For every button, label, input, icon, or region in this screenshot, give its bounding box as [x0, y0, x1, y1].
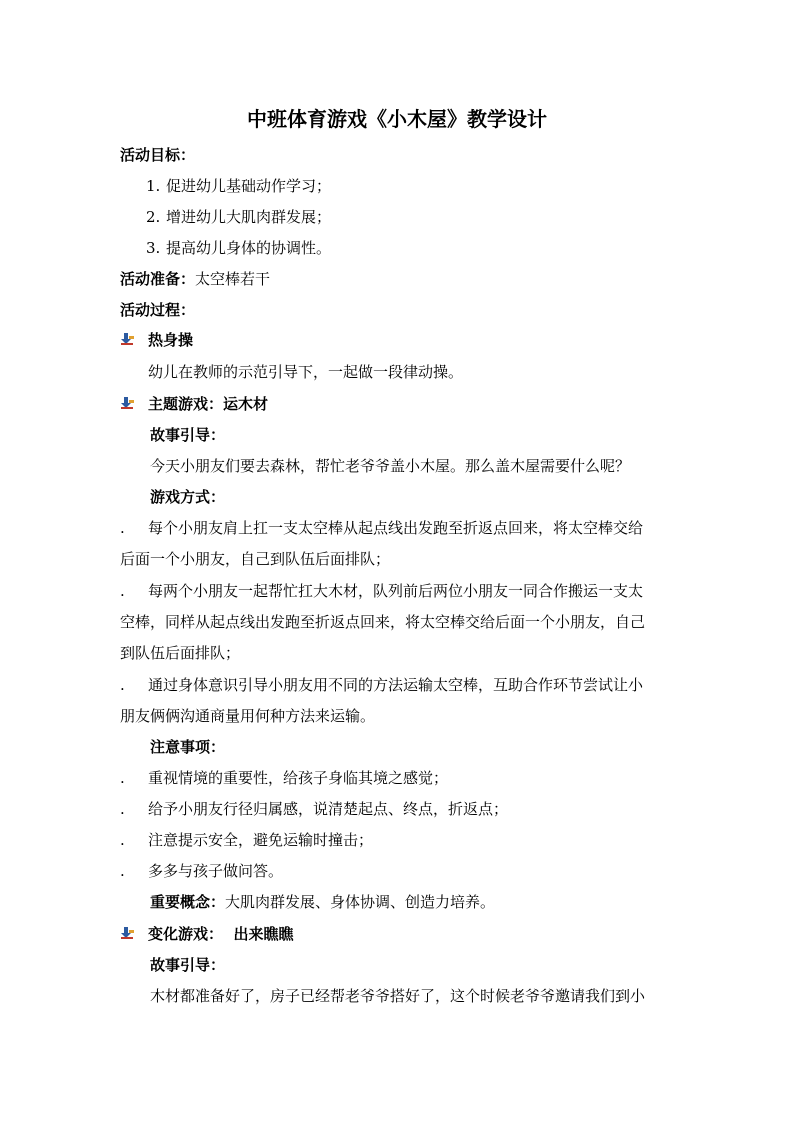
goal-number: 1.	[146, 177, 161, 195]
bullet-dot: .	[120, 676, 125, 694]
main-game-heading: 主题游戏：运木材	[148, 395, 269, 413]
variation-story-label: 故事引导：	[150, 956, 226, 974]
story-text: 今天小朋友们要去森林，帮忙老爷爷盖小木屋。那么盖木屋需要什么呢？	[150, 457, 631, 475]
concept-label: 重要概念：	[150, 893, 226, 911]
goal-text: 增进幼儿大肌肉群发展；	[166, 208, 332, 226]
goal-item	[146, 176, 331, 196]
bullet-dot: .	[120, 800, 125, 818]
note-text: 注意提示安全，避免运输时撞击；	[148, 831, 374, 849]
goal-item	[146, 238, 331, 258]
method-text-cont: 朋友俩俩沟通商量用何种方法来运输。	[120, 707, 376, 725]
method-text-cont: 到队伍后面排队；	[120, 644, 241, 662]
variation-heading: 变化游戏： 出来瞧瞧	[148, 925, 294, 943]
note-item	[120, 768, 448, 788]
note-text: 给予小朋友行径归属感，说清楚起点、终点，折返点；	[148, 800, 509, 818]
section-bullet-icon	[120, 396, 136, 410]
concept-line	[150, 892, 495, 912]
process-heading: 活动过程：	[120, 301, 196, 319]
note-item	[120, 861, 283, 881]
prep-text: 太空棒若干	[195, 270, 271, 288]
goal-number: 2.	[146, 208, 161, 226]
warmup-heading: 热身操	[148, 331, 194, 349]
note-item	[120, 830, 373, 850]
page-title: 中班体育游戏《小木屋》教学设计	[247, 107, 547, 131]
prep-line	[120, 269, 270, 289]
variation-story-text: 木材都准备好了，房子已经帮老爷爷搭好了，这个时候老爷爷邀请我们到小	[150, 987, 646, 1005]
method-item	[120, 675, 643, 695]
bullet-dot: .	[120, 519, 125, 537]
goal-text: 提高幼儿身体的协调性。	[166, 239, 332, 257]
note-text: 重视情境的重要性，给孩子身临其境之感觉；	[148, 769, 449, 787]
note-item	[120, 799, 508, 819]
note-text: 多多与孩子做问答。	[148, 862, 284, 880]
method-item	[120, 581, 643, 601]
goals-heading: 活动目标：	[120, 146, 196, 164]
method-label: 游戏方式：	[150, 488, 226, 506]
story-label: 故事引导：	[150, 426, 226, 444]
bullet-dot: .	[120, 831, 125, 849]
method-text: 通过身体意识引导小朋友用不同的方法运输太空棒，互助合作环节尝试让小	[148, 676, 644, 694]
section-bullet-icon	[120, 332, 136, 346]
method-text-cont: 空棒，同样从起点线出发跑至折返点回来，将太空棒交给后面一个小朋友，自己	[120, 613, 646, 631]
goal-text: 促进幼儿基础动作学习；	[166, 177, 332, 195]
method-text: 每两个小朋友一起帮忙扛大木材，队列前后两位小朋友一同合作搬运一支太	[148, 582, 644, 600]
bullet-dot: .	[120, 862, 125, 880]
method-item	[120, 518, 643, 538]
section-bullet-icon	[120, 926, 136, 940]
method-text-cont: 后面一个小朋友，自己到队伍后面排队；	[120, 550, 391, 568]
warmup-text: 幼儿在教师的示范引导下，一起做一段律动操。	[148, 363, 464, 381]
concept-text: 大肌肉群发展、身体协调、创造力培养。	[225, 893, 496, 911]
prep-label: 活动准备：	[120, 270, 196, 288]
bullet-dot: .	[120, 582, 125, 600]
notes-label: 注意事项：	[150, 738, 226, 756]
bullet-dot: .	[120, 769, 125, 787]
goal-number: 3.	[146, 239, 161, 257]
goal-item	[146, 207, 331, 227]
method-text: 每个小朋友肩上扛一支太空棒从起点线出发跑至折返点回来，将太空棒交给	[148, 519, 644, 537]
